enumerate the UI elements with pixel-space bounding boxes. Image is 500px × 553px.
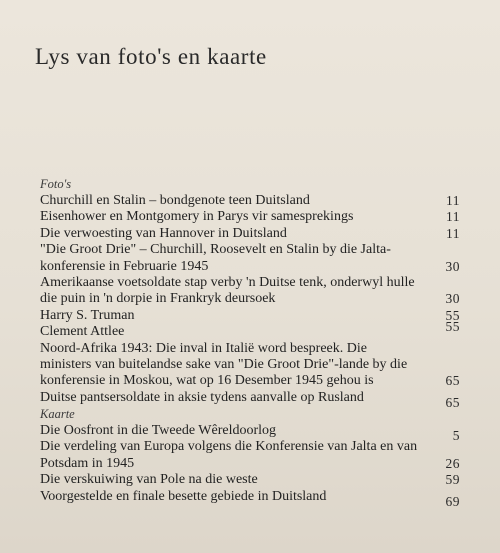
entry-page-number: 65 — [445, 373, 460, 389]
entry-caption: Churchill en Stalin – bondgenote teen Duitsland — [40, 193, 310, 208]
list-item — [40, 488, 460, 509]
entry-caption: Duitse pantsersoldate in aksie tydens aanvalle op Rusland — [40, 389, 364, 405]
entry-page-number: 11 — [446, 193, 460, 208]
list-item — [40, 389, 460, 410]
entry-caption: Die verdeling van Europa volgens die Konferensie van Jalta en van Potsdam in 1945 — [40, 439, 418, 471]
list-item — [40, 209, 460, 225]
entry-page-number: 55 — [445, 319, 460, 335]
entry-caption: Die Oosfront in die Tweede Wêreldoorlog — [40, 423, 277, 438]
entry-caption: Harry S. Truman — [40, 307, 135, 323]
list-item — [40, 275, 460, 308]
entry-caption: Clement Attlee — [40, 324, 125, 340]
entry-page-number: 30 — [445, 258, 460, 274]
list-item — [40, 319, 460, 340]
entry-page-number: 30 — [445, 291, 460, 307]
entry-page-number: 69 — [445, 493, 460, 509]
entry-caption: Amerikaanse voetsoldate stap verby 'n Duitse tenk, onderwyl hulle die puin in 'n dorpie in Frankryk deursoek — [40, 275, 415, 307]
entry-page-number: 55 — [445, 307, 460, 323]
section-heading-photos: Foto's — [40, 177, 72, 191]
entry-page-number: 11 — [446, 209, 460, 225]
entry-caption: Noord-Afrika 1943: Die inval in Italië word bespreek. Die ministers van buitelandse sake van "Die Groot Drie"-lande by die konferensie in Moskou, wat op 16 Desember 1945 gehou is — [40, 340, 408, 389]
list-item — [40, 308, 460, 324]
entry-page-number: 59 — [445, 472, 460, 488]
map-list-section — [40, 407, 460, 509]
list-item — [40, 226, 460, 242]
list-item — [40, 242, 460, 275]
entry-page-number: 5 — [452, 428, 460, 443]
page-title: Lys van foto's en kaarte — [35, 44, 267, 69]
photo-list-section — [40, 177, 460, 410]
section-heading-maps: Kaarte — [40, 407, 75, 421]
entry-caption: "Die Groot Drie" – Churchill, Roosevelt en Stalin by die Jalta-konferensie in Februarie 1945 — [40, 242, 391, 274]
list-item — [40, 423, 460, 443]
list-item — [40, 439, 460, 472]
entry-page-number: 65 — [445, 394, 460, 410]
list-item — [40, 341, 460, 390]
entry-page-number: 26 — [445, 455, 460, 471]
list-item — [40, 472, 460, 488]
entry-caption: Voorgestelde en finale besette gebiede in Duitsland — [40, 488, 327, 504]
list-item — [40, 193, 460, 209]
entry-caption: Die verwoesting van Hannover in Duitsland — [40, 225, 287, 241]
entry-caption: Eisenhower en Montgomery in Parys vir samesprekings — [40, 209, 354, 225]
entry-caption: Die verskuiwing van Pole na die weste — [40, 472, 258, 488]
entry-page-number: 11 — [446, 225, 460, 241]
